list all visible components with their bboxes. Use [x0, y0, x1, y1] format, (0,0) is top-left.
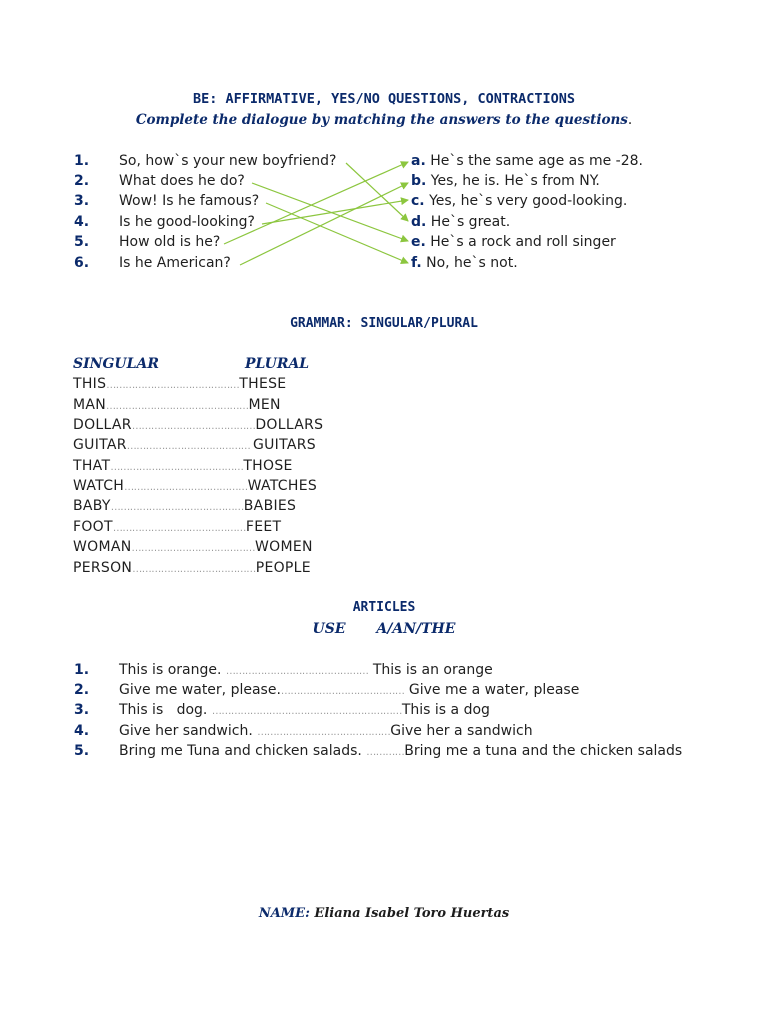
question-text: How old is he? [119, 234, 221, 250]
singular-word: THAT [73, 458, 111, 474]
dotted-leader: ………………………………… [124, 482, 248, 493]
answer-letter: d. [411, 214, 427, 230]
dotted-leader: ………………………………… [132, 564, 256, 575]
corrected-sentence: Give her a sandwich [390, 723, 533, 739]
list-item [73, 478, 317, 494]
question-text: What does he do? [119, 173, 245, 189]
question-number: 4. [74, 214, 90, 230]
answer-text: No, he`s not. [426, 255, 518, 271]
answer-letter: a. [411, 153, 426, 169]
answer-letter: b. [411, 173, 427, 189]
incorrect-sentence: This is orange. [119, 662, 226, 678]
answer-text: Yes, he`s very good-looking. [429, 193, 628, 209]
incorrect-sentence: This is dog. [119, 702, 212, 718]
singular-word: WOMAN [73, 539, 132, 555]
dotted-leader: …………………………………… [112, 523, 246, 534]
list-item [73, 539, 313, 555]
match-arrow-4-c [262, 200, 408, 224]
dotted-leader: …………………………………………………… [211, 706, 402, 717]
match-arrow-1-d [346, 163, 408, 221]
plural-word: WATCHES [247, 478, 318, 494]
incorrect-sentence: Bring me Tuna and chicken salads. [119, 743, 367, 759]
plural-column-header: PLURAL [245, 356, 310, 372]
answer-letter: f. [411, 255, 422, 271]
instruction-period: . [627, 112, 633, 128]
list-item [119, 743, 682, 759]
match-arrow-2-e [252, 183, 408, 241]
question-text: So, how`s your new boyfriend? [119, 153, 337, 169]
corrected-sentence: Give me a water, please [404, 682, 580, 698]
question-number: 2. [74, 173, 90, 189]
question-text: Wow! Is he famous? [119, 193, 260, 209]
plural-word: FEET [245, 519, 282, 535]
list-item [73, 498, 296, 514]
student-name-line [0, 906, 768, 921]
dotted-leader: ………………………………… [131, 543, 255, 554]
answer-text: He`s the same age as me -28. [430, 153, 643, 169]
answer-letter: e. [411, 234, 426, 250]
plural-word: THOSE [243, 458, 293, 474]
singular-word: DOLLAR [73, 417, 132, 433]
dotted-leader: …………………………………… [106, 380, 240, 391]
plural-word: WOMEN [255, 539, 313, 555]
list-item [73, 560, 311, 576]
list-item [73, 417, 323, 433]
question-number: 1. [74, 153, 90, 169]
dotted-leader: ………………………………… [280, 686, 405, 697]
plural-word: MEN [248, 397, 281, 413]
singular-word: BABY [73, 498, 111, 514]
item-number: 1. [74, 662, 90, 678]
corrected-sentence: This is an orange [368, 662, 493, 678]
answer-text: He`s great. [430, 214, 511, 230]
singular-word: GUITAR [73, 437, 127, 453]
question-number: 3. [74, 193, 90, 209]
question-text: Is he American? [119, 255, 231, 271]
incorrect-sentence: Give me water, please. [119, 682, 281, 698]
plural-word: PEOPLE [255, 560, 311, 576]
dotted-leader: ………… [366, 747, 405, 758]
list-item [73, 437, 316, 453]
list-item [119, 723, 533, 739]
dotted-leader: ………………………………… [126, 441, 253, 452]
corrected-sentence: Bring me a tuna and the chicken salads [404, 743, 683, 759]
singular-word: MAN [73, 397, 107, 413]
match-arrow-5-a [224, 162, 408, 244]
item-number: 5. [74, 743, 90, 759]
section2-title: GRAMMAR: SINGULAR/PLURAL [290, 316, 478, 331]
singular-word: WATCH [73, 478, 125, 494]
dotted-leader: …………………………………… [110, 462, 244, 473]
student-name: Eliana Isabel Toro Huertas [314, 906, 510, 921]
plural-word: THESE [239, 376, 287, 392]
corrected-sentence: This is a dog [401, 702, 490, 718]
dotted-leader: …………………………………… [110, 502, 244, 513]
dotted-leader: ……………………………………… [106, 401, 249, 412]
singular-word: THIS [73, 376, 107, 392]
plural-word: DOLLARS [255, 417, 324, 433]
instruction-text: Complete the dialogue by matching the answers to the questions [135, 112, 628, 128]
list-item [119, 702, 490, 718]
list-item [73, 519, 281, 535]
list-item [73, 397, 281, 413]
singular-column-header: SINGULAR [73, 356, 159, 372]
plural-word: GUITARS [252, 437, 316, 453]
question-text: Is he good-looking? [119, 214, 255, 230]
name-label: NAME: [258, 906, 310, 921]
list-item [119, 662, 493, 678]
matching-arrows [0, 0, 768, 300]
item-number: 2. [74, 682, 90, 698]
answer-letter: c. [411, 193, 425, 209]
incorrect-sentence: Give her sandwich. [119, 723, 258, 739]
dotted-leader: …………………………………… [257, 727, 391, 738]
dotted-leader: ……………………………………… [225, 666, 369, 677]
section3-title: ARTICLES [352, 600, 416, 615]
item-number: 4. [74, 723, 90, 739]
dotted-leader: ………………………………… [131, 421, 256, 432]
articles-instruction: USE A/AN/THE [312, 621, 456, 637]
singular-word: PERSON [73, 560, 133, 576]
item-number: 3. [74, 702, 90, 718]
singular-word: FOOT [73, 519, 113, 535]
list-item [119, 682, 579, 698]
plural-word: BABIES [243, 498, 297, 514]
answer-text: He`s a rock and roll singer [430, 234, 616, 250]
question-number: 6. [74, 255, 90, 271]
section1-title: BE: AFFIRMATIVE, YES/NO QUESTIONS, CONTRACTIONS [192, 91, 575, 107]
question-number: 5. [74, 234, 90, 250]
list-item [73, 376, 286, 392]
list-item [73, 458, 293, 474]
answer-text: Yes, he is. He`s from NY. [430, 173, 600, 189]
